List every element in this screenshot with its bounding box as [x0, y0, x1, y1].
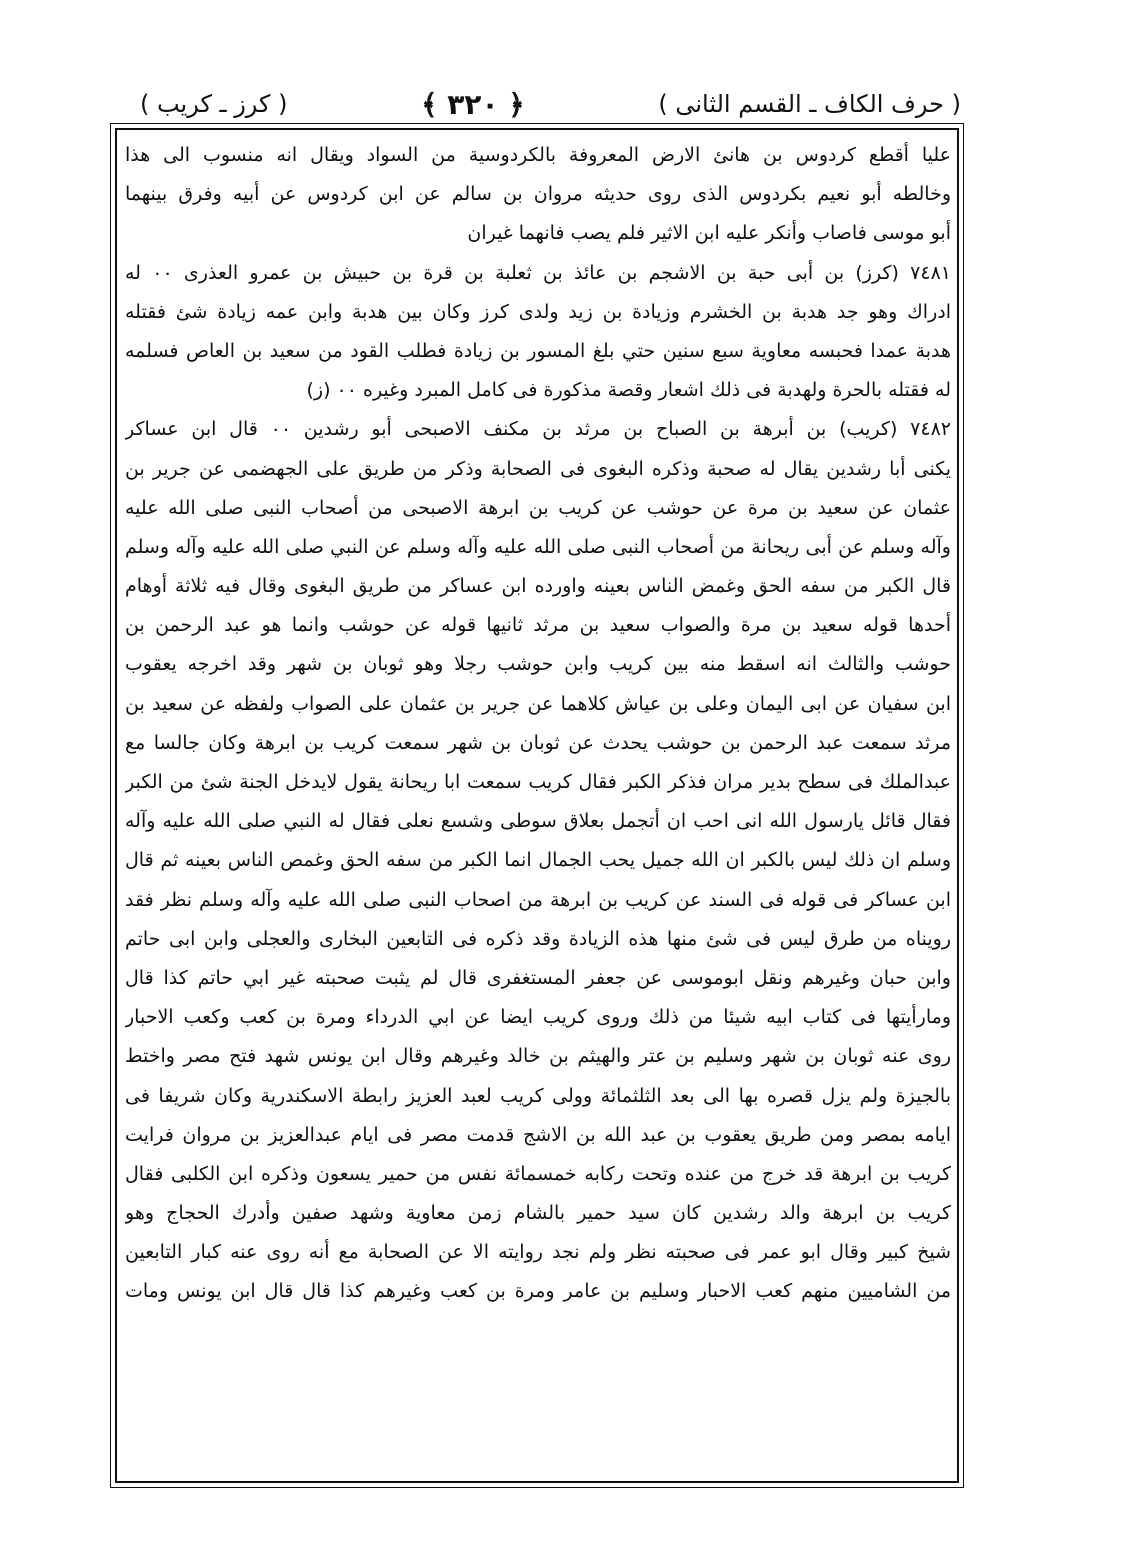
text-line: حوشب والثالث انه اسقط منه بين كريب وابن حوشب رجلا وهو ثوبان بن شهر وقد اخرجه يعقوب: [125, 653, 951, 676]
text-line: وآله وسلم عن أبى ريحانة من أصحاب النبى صلى الله عليه وآله وسلم عن النبي صلى الله عليه وآله وسلم: [125, 535, 951, 558]
text-line: ايامه بمصر ومن طريق يعقوب بن عبد الله بن الاشج قدمت مصر فى ايام عبدالعزيز بن مروان فرايت: [125, 1123, 951, 1146]
entry-heading-line: ٧٤٨١ (كرز) بن أبى حبة بن الاشجم بن عائذ بن ثعلبة بن قرة بن حبيش بن عمرو العذرى ٠٠ له: [125, 261, 951, 284]
text-line: كريب بن ابرهة والد رشدين كان سيد حمير بالشام زمن معاوية وشهد صفين وأدرك الحجاج وهو: [125, 1202, 951, 1225]
text-line: ابن سفيان عن ابى اليمان وعلى بن عياش كلاهما عن جرير بن عثمان على الصواب ولفظه عن سعيد بن: [125, 692, 951, 715]
text-line: فقال قائل يارسول الله انى احب ان أتجمل بعلاق سوطى وشسع نعلى فقال له النبي صلى الله عليه وآله: [125, 810, 951, 833]
text-line: أبو موسى فاصاب وأنكر عليه ابن الاثير فلم يصب فانهما غيران: [467, 222, 951, 245]
text-line: بالجيزة ولم يزل قصره بها الى بعد الثلثمائة وولى كريب لعبد العزيز رابطة الاسكندرية وكان شريفا فى: [125, 1084, 951, 1107]
text-line: قال الكبر من سفه الحق وغمض الناس بعينه واورده ابن عساكر من طريق البغوى وقال فيه ثلاثة أوهام: [125, 575, 951, 598]
page-number: ﴿ ٣٢٠ ﴾: [421, 87, 525, 121]
text-line: ادراك وهو جد هدبة بن الخشرم وزيادة بن زيد ولدى كرز وكان بين هدبة وابن عمه زيادة شئ فقتله: [125, 300, 951, 323]
text-line: مرثد سمعت عبد الرحمن بن حوشب يحدث عن ثوبان بن شهر سمعت كريب بن ابرهة وكان جالسا مع: [125, 731, 951, 754]
text-line: وخالطه أبو نعيم بكردوس الذى روى حديثه مروان بن سالم عن ابن كردوس عن أبيه وفرق بينهما: [125, 183, 951, 206]
header-entry-range: ( كرز ـ كريب ): [140, 90, 288, 118]
text-line: وابن حبان وغيرهم ونقل ابوموسى عن جعفر المستغفرى قال لم يثبت صحبته غير ابي حاتم كذا قال: [125, 966, 951, 989]
text-line: عليا أقطع كردوس بن هانئ الارض المعروفة بالكردوسية من السواد ويقال انه منسوب الى هذا: [125, 144, 951, 166]
text-line: هدبة عمدا فحبسه معاوية سبع سنين حتي بلغ المسور بن زيادة فطلب القود من سعيد بن العاص فسلمه: [125, 339, 951, 362]
text-line: عبدالملك فى سطح بدير مران فذكر الكبر فقال كريب سمعت ابا ريحانة يقول لايدخل الجنة شئ من الكبر: [125, 771, 951, 793]
text-line: وسلم ان ذلك ليس بالكبر ان الله جميل يحب الجمال انما الكبر من سفه الحق وغمص الناس بعينه ثم قال: [125, 849, 951, 872]
text-line: كريب بن ابرهة قد خرج من عنده وتحت ركابه خمسمائة نفس من حمير يسعون وذكره ابن الكلبى فقال: [125, 1162, 951, 1185]
text-line: أحدها قوله سعيد بن مرة والصواب سعيد بن مرثد ثانيها قوله عن حوشب وانما هو عبد الرحمن بن: [125, 614, 951, 637]
page-body: [125, 136, 951, 1476]
text-line: شيخ كبير وقال ابو عمر فى صحبته نظر ولم نجد روايته الا عن الصحابة مع أنه روى عنه كبار التابعين: [125, 1241, 951, 1264]
text-line: ابن عساكر فى قوله فى السند عن كريب بن ابرهة من اصحاب النبى صلى الله عليه وآله وسلم نظر فقد: [125, 888, 951, 911]
text-line: عثمان عن سعيد بن مرة عن حوشب عن كريب بن ابرهة الاصبحى من أصحاب النبى صلى الله عليه: [125, 496, 951, 519]
text-line: يكنى أبا رشدين يقال له صحبة وذكره البغوى فى الصحابة وذكر من طريق على الجهضمى عن جرير بن: [125, 457, 951, 480]
entry-heading-line: ٧٤٨٢ (كريب) بن أبرهة بن الصباح بن مرثد بن مكنف الاصبحى أبو رشدين ٠٠ قال ابن عساكر: [125, 418, 951, 441]
text-line: من الشاميين منهم كعب الاحبار وسليم بن عامر ومرة بن كعب وغيرهم كذا قال قال ابن يونس ومات: [125, 1280, 951, 1303]
running-header: [140, 82, 961, 126]
text-line: روى عنه ثوبان بن شهر وسليم بن عتر والهيثم بن خالد وغيرهم وقال ابن يونس شهد فتح مصر واختط: [125, 1045, 951, 1068]
text-line: ومارأيتها فى كتاب ابيه شيئا من ذلك وروى كريب ايضا عن ابي الدرداء ومرة بن كعب وكعب الاحبار: [125, 1006, 951, 1029]
text-line: رويناه من طرق ليس فى شئ منها هذه الزيادة وقد ذكره فى التابعين البخارى والعجلى وابن ابى حاتم: [125, 927, 951, 950]
header-section-title: ( حرف الكاف ـ القسم الثانى ): [658, 90, 961, 118]
text-line: له فقتله بالحرة ولهدبة فى ذلك اشعار وقصة مذكورة فى كامل المبرد وغيره ٠٠ (ز): [306, 379, 951, 402]
